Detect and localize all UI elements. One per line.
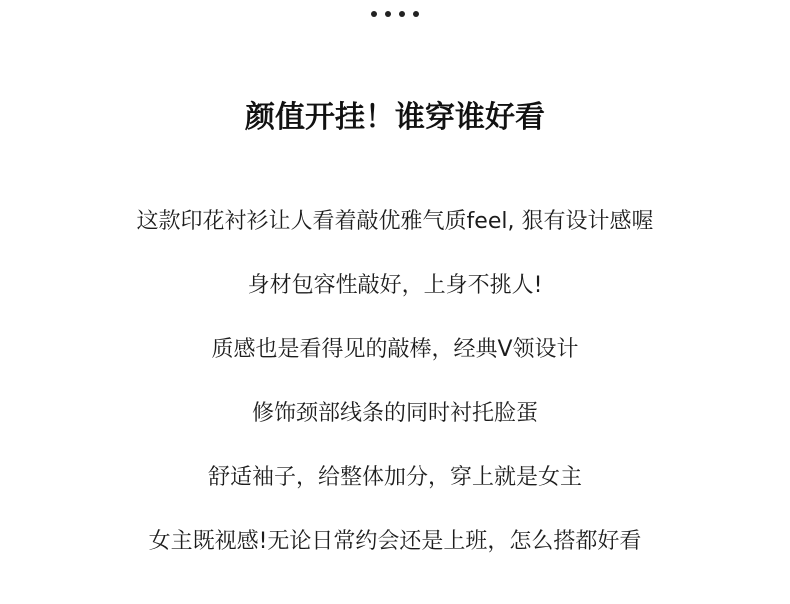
dot-icon <box>385 11 391 17</box>
decorative-dots <box>0 11 790 17</box>
description-line: 修饰颈部线条的同时衬托脸蛋 <box>251 401 538 426</box>
dot-icon <box>413 11 419 17</box>
description-line: 质感也是看得见的敲棒，经典V领设计 <box>211 337 579 362</box>
description-list <box>0 205 790 589</box>
description-line: 这款印花衬衫让人看着敲优雅气质feel, 狠有设计感喔 <box>136 209 654 234</box>
page-title: 颜值开挂！谁穿谁好看 <box>245 100 545 136</box>
description-line: 女主既视感!无论日常约会还是上班，怎么搭都好看 <box>148 529 642 554</box>
dot-icon <box>371 11 377 17</box>
dot-icon <box>399 11 405 17</box>
description-line: 舒适袖子，给整体加分，穿上就是女主 <box>207 465 582 490</box>
description-line: 身材包容性敲好，上身不挑人! <box>247 273 543 298</box>
